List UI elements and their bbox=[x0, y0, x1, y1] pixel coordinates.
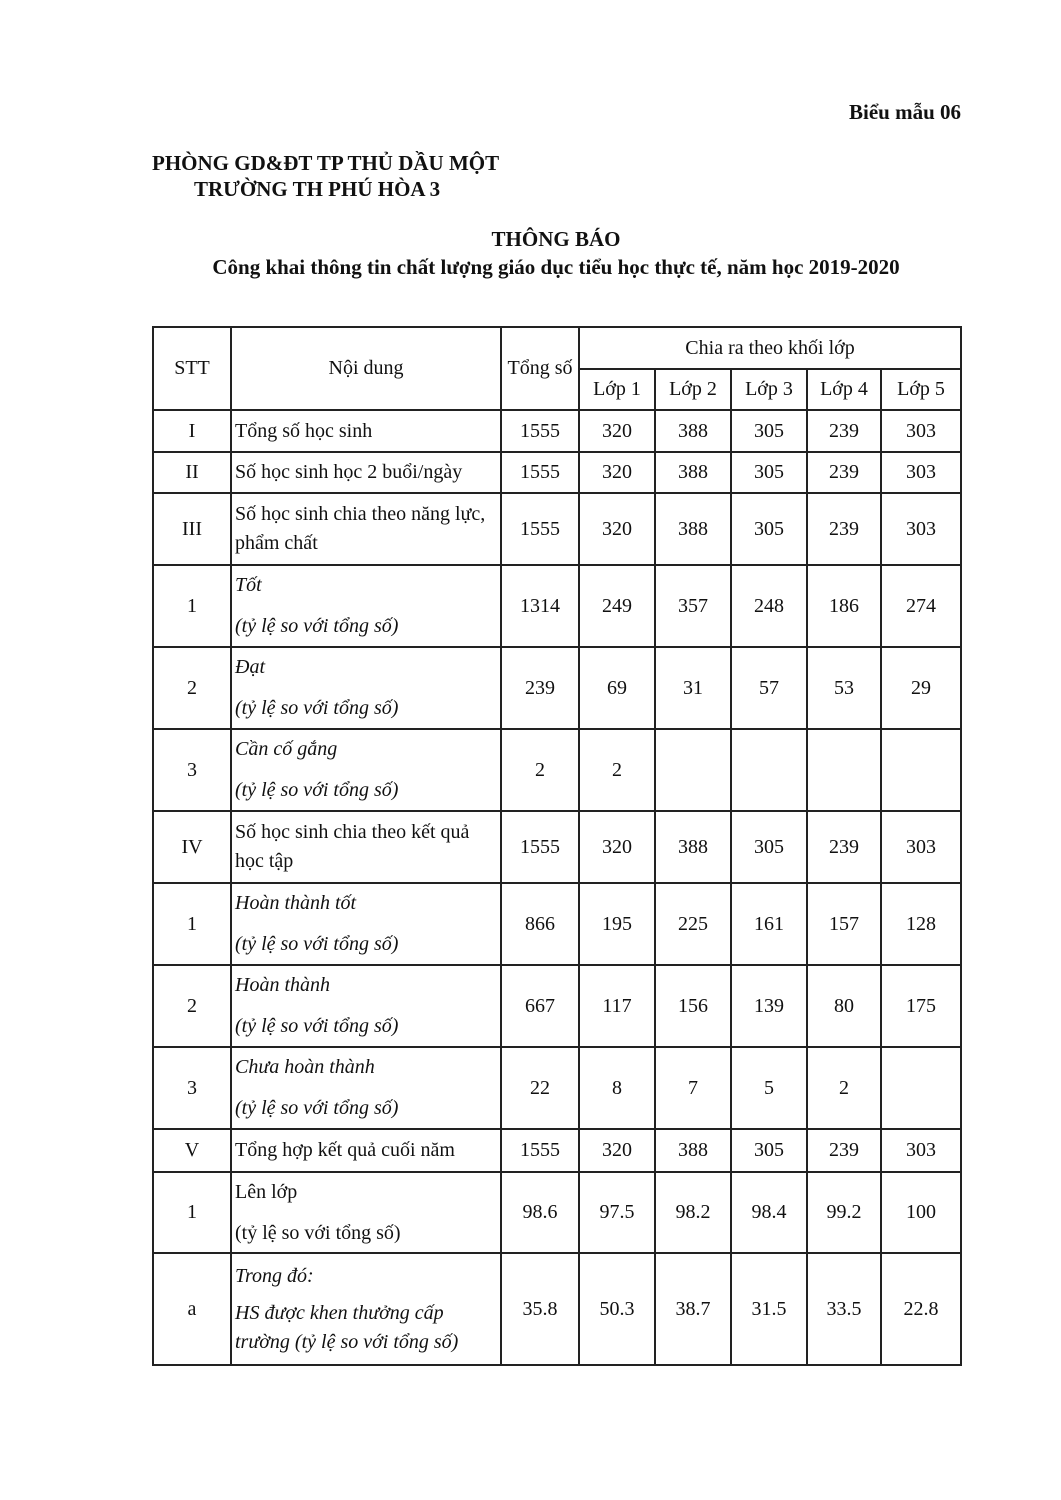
row-total: 1555 bbox=[501, 410, 579, 452]
row-stt: I bbox=[153, 410, 231, 452]
row-grade-value: 320 bbox=[579, 811, 655, 883]
row-grade-value: 249 bbox=[579, 565, 655, 647]
row-total: 239 bbox=[501, 647, 579, 729]
row-grade-value: 2 bbox=[807, 1047, 881, 1129]
row-stt: IV bbox=[153, 811, 231, 883]
table-row bbox=[153, 410, 961, 452]
row-total: 1555 bbox=[501, 452, 579, 493]
row-grade-value: 50.3 bbox=[579, 1253, 655, 1365]
report-table bbox=[152, 326, 962, 1366]
row-grade-value: 239 bbox=[807, 811, 881, 883]
row-grade-value bbox=[655, 729, 731, 811]
row-grade-value: 99.2 bbox=[807, 1172, 881, 1253]
table-row bbox=[153, 729, 961, 811]
row-grade-value: 33.5 bbox=[807, 1253, 881, 1365]
ratio-note: (tỷ lệ so với tổng số) bbox=[235, 779, 399, 801]
row-grade-value: 320 bbox=[579, 1129, 655, 1172]
row-label-cell bbox=[231, 729, 501, 811]
row-grade-value: 305 bbox=[731, 493, 807, 565]
row-grade-value: 388 bbox=[655, 811, 731, 883]
ratio-note: (tỷ lệ so với tổng số) bbox=[235, 697, 399, 719]
header-grade: Lớp 5 bbox=[881, 369, 961, 410]
row-grade-value: 97.5 bbox=[579, 1172, 655, 1253]
row-total: 1555 bbox=[501, 811, 579, 883]
table-row bbox=[153, 452, 961, 493]
row-grade-value: 239 bbox=[807, 452, 881, 493]
document-title bbox=[0, 225, 1061, 281]
row-grade-value: 98.2 bbox=[655, 1172, 731, 1253]
row-stt: 2 bbox=[153, 965, 231, 1047]
table-row bbox=[153, 1047, 961, 1129]
row-total: 2 bbox=[501, 729, 579, 811]
row-grade-value: 31 bbox=[655, 647, 731, 729]
table-row bbox=[153, 811, 961, 883]
row-label-cell bbox=[231, 965, 501, 1047]
row-label-cell bbox=[231, 1172, 501, 1253]
row-grade-value: 388 bbox=[655, 493, 731, 565]
row-label-cell bbox=[231, 1047, 501, 1129]
table-row bbox=[153, 965, 961, 1047]
row-label: Số học sinh học 2 buổi/ngày bbox=[231, 452, 501, 493]
row-grade-value bbox=[881, 1047, 961, 1129]
ratio-note: (tỷ lệ so với tổng số) bbox=[235, 1097, 399, 1119]
row-stt: 1 bbox=[153, 1172, 231, 1253]
department-name: PHÒNG GD&ĐT TP THỦ DẦU MỘT bbox=[152, 151, 500, 175]
row-grade-value: 2 bbox=[579, 729, 655, 811]
header-grade: Lớp 4 bbox=[807, 369, 881, 410]
row-grade-value bbox=[731, 729, 807, 811]
header-row bbox=[153, 327, 961, 369]
row-grade-value: 320 bbox=[579, 410, 655, 452]
row-stt: 1 bbox=[153, 883, 231, 965]
header-grade: Lớp 1 bbox=[579, 369, 655, 410]
row-total: 98.6 bbox=[501, 1172, 579, 1253]
row-stt: a bbox=[153, 1253, 231, 1365]
row-label-detail: HS được khen thưởng cấp trường (tỷ lệ so với tổng số) bbox=[235, 1301, 459, 1353]
row-grade-value: 388 bbox=[655, 410, 731, 452]
row-grade-value: 357 bbox=[655, 565, 731, 647]
row-grade-value: 57 bbox=[731, 647, 807, 729]
ratio-note: (tỷ lệ so với tổng số) bbox=[235, 615, 399, 637]
row-grade-value bbox=[881, 729, 961, 811]
row-grade-value: 5 bbox=[731, 1047, 807, 1129]
header-stt: STT bbox=[153, 327, 231, 410]
row-grade-value: 303 bbox=[881, 452, 961, 493]
title: THÔNG BÁO bbox=[491, 227, 621, 251]
row-label: Tổng số học sinh bbox=[231, 410, 501, 452]
header-content: Nội dung bbox=[231, 327, 501, 410]
row-label: Hoàn thành bbox=[235, 974, 330, 996]
row-label: Cần cố gắng bbox=[235, 738, 338, 760]
row-grade-value: 29 bbox=[881, 647, 961, 729]
row-label-cell bbox=[231, 565, 501, 647]
row-label: Chưa hoàn thành bbox=[235, 1056, 375, 1078]
row-grade-value: 305 bbox=[731, 1129, 807, 1172]
row-grade-value: 156 bbox=[655, 965, 731, 1047]
row-grade-value: 175 bbox=[881, 965, 961, 1047]
row-label-cell bbox=[231, 647, 501, 729]
row-stt: 2 bbox=[153, 647, 231, 729]
row-grade-value: 239 bbox=[807, 1129, 881, 1172]
row-grade-value: 303 bbox=[881, 493, 961, 565]
row-label: Lên lớp bbox=[235, 1180, 298, 1203]
table-row bbox=[153, 1172, 961, 1253]
row-label: Tổng hợp kết quả cuối năm bbox=[231, 1129, 501, 1172]
row-stt: II bbox=[153, 452, 231, 493]
row-total: 1314 bbox=[501, 565, 579, 647]
row-grade-value: 388 bbox=[655, 452, 731, 493]
table-row bbox=[153, 565, 961, 647]
row-grade-value: 225 bbox=[655, 883, 731, 965]
row-label: Đạt bbox=[235, 656, 265, 678]
row-label: Số học sinh chia theo kết quả học tập bbox=[231, 811, 501, 883]
row-grade-value: 139 bbox=[731, 965, 807, 1047]
row-grade-value bbox=[807, 729, 881, 811]
row-grade-value: 305 bbox=[731, 410, 807, 452]
row-grade-value: 186 bbox=[807, 565, 881, 647]
table-row bbox=[153, 1129, 961, 1172]
row-grade-value: 305 bbox=[731, 811, 807, 883]
row-grade-value: 69 bbox=[579, 647, 655, 729]
row-label: Tốt bbox=[235, 574, 262, 596]
form-label: Biểu mẫu 06 bbox=[848, 100, 961, 124]
row-grade-value: 22.8 bbox=[881, 1253, 961, 1365]
row-grade-value: 31.5 bbox=[731, 1253, 807, 1365]
row-stt: 3 bbox=[153, 1047, 231, 1129]
row-stt: III bbox=[153, 493, 231, 565]
row-grade-value: 38.7 bbox=[655, 1253, 731, 1365]
row-grade-value: 239 bbox=[807, 493, 881, 565]
row-grade-value: 320 bbox=[579, 452, 655, 493]
row-grade-value: 320 bbox=[579, 493, 655, 565]
table-row bbox=[153, 493, 961, 565]
row-grade-value: 53 bbox=[807, 647, 881, 729]
row-label: Trong đó: bbox=[235, 1264, 314, 1287]
row-grade-value: 303 bbox=[881, 811, 961, 883]
row-stt: 3 bbox=[153, 729, 231, 811]
header-grade-group: Chia ra theo khối lớp bbox=[579, 327, 961, 369]
header-total: Tổng số bbox=[501, 327, 579, 410]
row-grade-value: 161 bbox=[731, 883, 807, 965]
row-total: 1555 bbox=[501, 1129, 579, 1172]
row-grade-value: 98.4 bbox=[731, 1172, 807, 1253]
row-grade-value: 305 bbox=[731, 452, 807, 493]
table-row bbox=[153, 883, 961, 965]
row-grade-value: 117 bbox=[579, 965, 655, 1047]
header-grade: Lớp 3 bbox=[731, 369, 807, 410]
row-total: 35.8 bbox=[501, 1253, 579, 1365]
header-organization bbox=[152, 150, 499, 202]
row-grade-value: 274 bbox=[881, 565, 961, 647]
ratio-note: (tỷ lệ so với tổng số) bbox=[235, 1221, 401, 1244]
row-grade-value: 248 bbox=[731, 565, 807, 647]
table-row bbox=[153, 1253, 961, 1365]
row-grade-value: 303 bbox=[881, 410, 961, 452]
header-grade: Lớp 2 bbox=[655, 369, 731, 410]
row-grade-value: 303 bbox=[881, 1129, 961, 1172]
row-grade-value: 8 bbox=[579, 1047, 655, 1129]
row-stt: V bbox=[153, 1129, 231, 1172]
row-label-cell bbox=[231, 883, 501, 965]
row-grade-value: 239 bbox=[807, 410, 881, 452]
row-total: 866 bbox=[501, 883, 579, 965]
row-grade-value: 7 bbox=[655, 1047, 731, 1129]
row-grade-value: 195 bbox=[579, 883, 655, 965]
row-grade-value: 100 bbox=[881, 1172, 961, 1253]
table-row bbox=[153, 647, 961, 729]
row-grade-value: 157 bbox=[807, 883, 881, 965]
row-stt: 1 bbox=[153, 565, 231, 647]
row-label-cell bbox=[231, 1253, 501, 1365]
row-grade-value: 388 bbox=[655, 1129, 731, 1172]
subtitle: Công khai thông tin chất lượng giáo dục tiểu học thực tế, năm học 2019-2020 bbox=[212, 255, 900, 279]
row-total: 1555 bbox=[501, 493, 579, 565]
school-name: TRƯỜNG TH PHÚ HÒA 3 bbox=[194, 177, 441, 201]
ratio-note: (tỷ lệ so với tổng số) bbox=[235, 933, 399, 955]
row-total: 667 bbox=[501, 965, 579, 1047]
row-label: Hoàn thành tốt bbox=[235, 892, 357, 914]
row-label: Số học sinh chia theo năng lực, phẩm chất bbox=[231, 493, 501, 565]
ratio-note: (tỷ lệ so với tổng số) bbox=[235, 1015, 399, 1037]
row-grade-value: 128 bbox=[881, 883, 961, 965]
row-grade-value: 80 bbox=[807, 965, 881, 1047]
row-total: 22 bbox=[501, 1047, 579, 1129]
